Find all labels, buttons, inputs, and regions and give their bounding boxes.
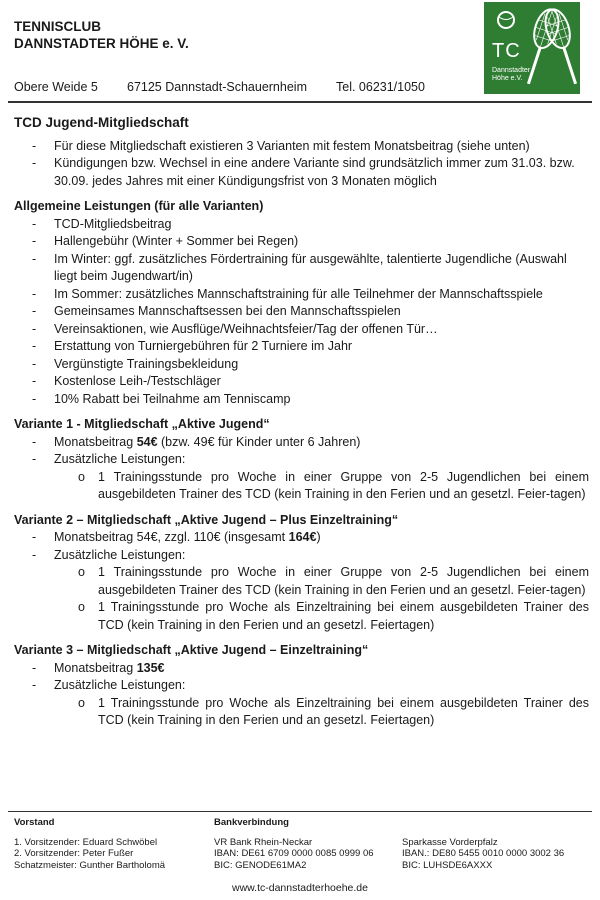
list-item: - Für diese Mitgliedschaft existieren 3 Varianten mit festem Monatsbeitrag (siehe unten) <box>32 138 530 153</box>
list-item: - Kündigungen bzw. Wechsel in eine andere Variante sind grundsätzlich immer zum 31.03. bzw. 30.09. jedes Jahres mit einer Kündigungsfrist von 3 Monaten möglich <box>32 156 575 188</box>
list-item: - Vergünstigte Trainingsbekleidung <box>32 356 239 371</box>
board-member: 1. Vorsitzender: Eduard Schwöbel <box>14 836 158 848</box>
website-link[interactable]: www.tc-dannstadterhoehe.de <box>231 882 368 894</box>
bank-heading: Bankverbindung <box>214 817 289 828</box>
section-heading-variant-1: Variante 1 - Mitgliedschaft „Aktive Jugend“ <box>14 417 270 431</box>
sub-list-item: o 1 Trainingsstunde pro Woche als Einzeltraining bei einem ausgebildeten Trainer des TCD (kein Training in den Ferien und an gesetzl. Feiertagen) <box>78 600 589 632</box>
bank-name: VR Bank Rhein-Neckar <box>214 836 313 848</box>
bank-name: Sparkasse Vorderpfalz <box>402 836 498 848</box>
sub-list-item: o 1 Trainingsstunde pro Woche als Einzeltraining bei einem ausgebildeten Trainer des TCD (kein Training in den Ferien und an gesetzl. Feiertagen) <box>78 695 589 727</box>
document-body <box>14 114 589 730</box>
section-heading-variant-3: Variante 3 – Mitgliedschaft „Aktive Jugend – Einzeltraining“ <box>14 643 369 657</box>
street: Obere Weide 5 <box>14 80 98 94</box>
board-member: 2. Vorsitzender: Peter Fußer <box>14 848 134 859</box>
logo-text: TC <box>492 40 521 62</box>
club-logo <box>484 2 580 94</box>
bank-column-1 <box>214 817 374 871</box>
list-item: - Im Winter: ggf. zusätzliches Fördertraining für ausgewählte, talentierte Jugendliche (Auswahl liegt beim Jugendwart/in) <box>32 251 567 283</box>
phone: Tel. 06231/1050 <box>336 80 425 94</box>
logo-subtitle: Dannstadter Höhe e.V. <box>492 67 531 82</box>
list-item: - Vereinsaktionen, wie Ausflüge/Weihnachtsfeier/Tag der offenen Tür… <box>32 321 438 336</box>
list-item: - Hallengebühr (Winter + Sommer bei Regen) <box>32 234 299 248</box>
board-heading: Vorstand <box>14 817 55 828</box>
header-divider <box>8 101 592 103</box>
list-item: - Kostenlose Leih-/Testschläger <box>32 374 221 388</box>
list-item: - Monatsbeitrag 54€, zzgl. 110€ (insgesamt 164€) <box>32 530 321 544</box>
letterhead <box>14 18 189 52</box>
list-item: - TCD-Mitgliedsbeitrag <box>32 216 172 231</box>
footer-divider <box>8 811 592 812</box>
board-member: Schatzmeister: Gunther Bartholomä <box>14 859 166 871</box>
sub-list-item: o 1 Trainingsstunde pro Woche in einer Gruppe von 2-5 Jugendlichen bei einem ausgebildeten Trainer des TCD (kein Training in den Ferien und an gesetzl. Feier-tagen) <box>78 565 589 597</box>
city: 67125 Dannstadt-Schauernheim <box>127 80 307 94</box>
list-item: - Monatsbeitrag 135€ <box>32 660 165 675</box>
bank-iban: IBAN: DE61 6709 0000 0085 0999 06 <box>214 848 374 859</box>
page-title: TCD Jugend-Mitgliedschaft <box>14 115 189 130</box>
section-heading-general: Allgemeine Leistungen (für alle Varianten) <box>14 199 264 213</box>
list-item: - Monatsbeitrag 54€ (bzw. 49€ für Kinder unter 6 Jahren) <box>32 434 361 449</box>
bank-bic: BIC: LUHSDE6AXXX <box>402 859 493 871</box>
board-column <box>14 817 165 871</box>
list-item: - Gemeinsames Mannschaftsessen bei den Mannschaftsspielen <box>32 304 401 318</box>
list-item: - Zusätzliche Leistungen: <box>32 452 186 466</box>
list-item: - Zusätzliche Leistungen: <box>32 678 186 692</box>
club-name-line2: DANNSTADTER HÖHE e. V. <box>14 36 189 51</box>
bank-column-2 <box>402 817 564 871</box>
sub-list-item: o 1 Trainingsstunde pro Woche in einer Gruppe von 2-5 Jugendlichen bei einem ausgebildeten Trainer des TCD (kein Training in den Ferien und an gesetzl. Feier-tagen) <box>78 469 589 501</box>
section-heading-variant-2: Variante 2 – Mitgliedschaft „Aktive Jugend – Plus Einzeltraining“ <box>14 512 399 527</box>
bank-bic: BIC: GENODE61MA2 <box>214 859 307 871</box>
list-item: - Im Sommer: zusätzliches Mannschaftstraining für alle Teilnehmer der Mannschaftsspiele <box>32 286 543 301</box>
club-name-line1: TENNISCLUB <box>14 19 101 34</box>
list-item: - Erstattung von Turniergebühren für 2 Turniere im Jahr <box>32 339 353 353</box>
bank-iban: IBAN.: DE80 5455 0010 0000 3002 36 <box>402 848 565 859</box>
list-item: - 10% Rabatt bei Teilnahme am Tenniscamp <box>32 391 291 406</box>
list-item: - Zusätzliche Leistungen: <box>32 547 186 562</box>
